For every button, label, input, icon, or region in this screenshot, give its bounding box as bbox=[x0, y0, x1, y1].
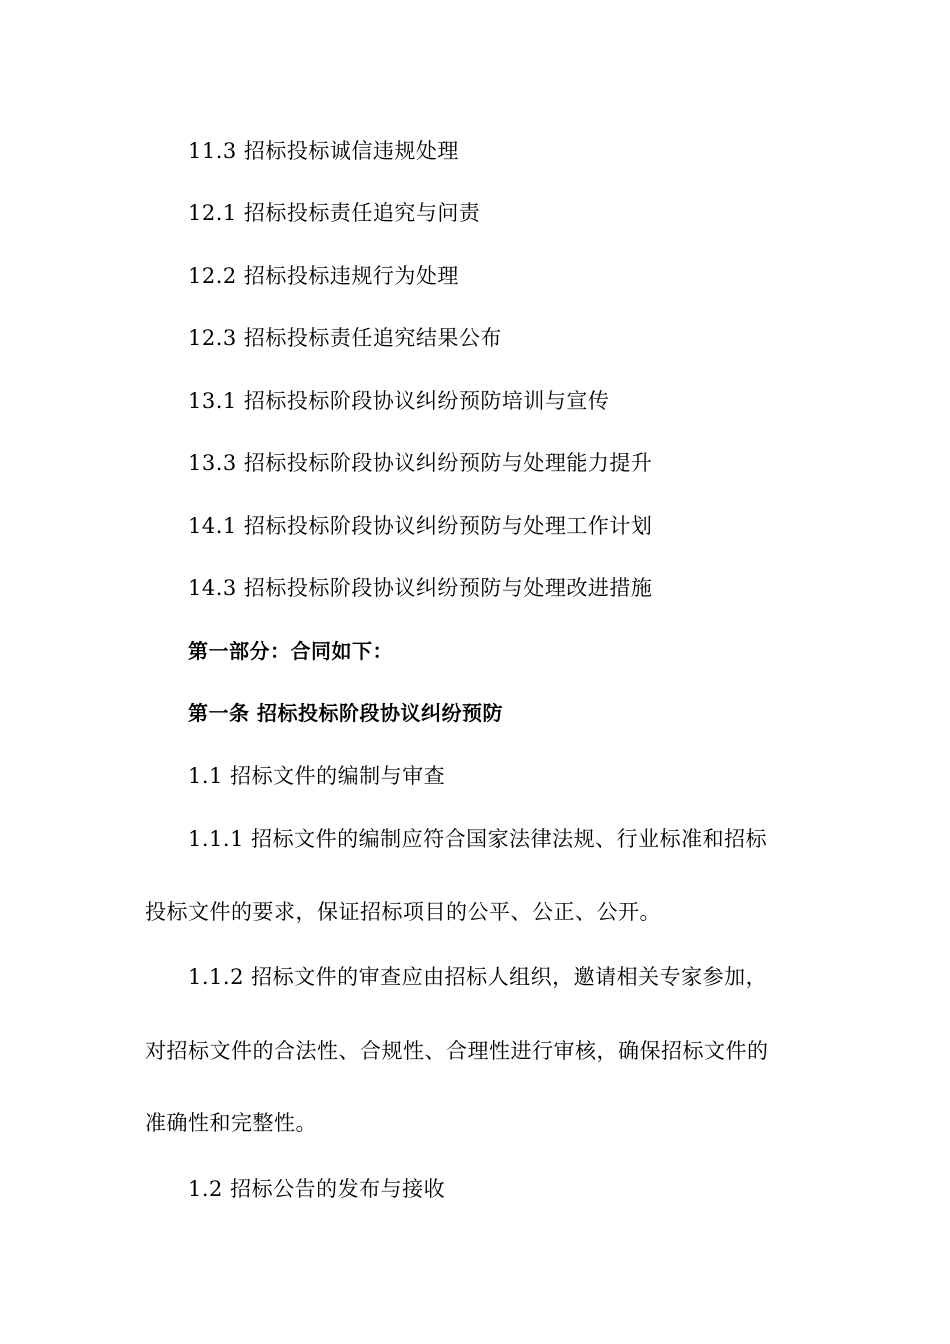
toc-item: 11.3 招标投标诚信违规处理 bbox=[188, 139, 459, 163]
toc-item: 12.1 招标投标责任追究与问责 bbox=[188, 201, 481, 225]
toc-item: 14.3 招标投标阶段协议纠纷预防与处理改进措施 bbox=[188, 576, 653, 600]
article-heading: 第一条 招标投标阶段协议纠纷预防 bbox=[188, 701, 503, 725]
section-heading: 1.2 招标公告的发布与接收 bbox=[188, 1177, 446, 1201]
section-heading: 1.1 招标文件的编制与审查 bbox=[188, 764, 446, 788]
toc-item: 12.3 招标投标责任追究结果公布 bbox=[188, 326, 502, 350]
clause-text: 投标文件的要求，保证招标项目的公平、公正、公开。 bbox=[145, 900, 661, 924]
clause-text: 1.1.1 招标文件的编制应符合国家法律法规、行业标准和招标 bbox=[188, 827, 768, 851]
toc-item: 14.1 招标投标阶段协议纠纷预防与处理工作计划 bbox=[188, 514, 653, 538]
toc-item: 12.2 招标投标违规行为处理 bbox=[188, 264, 459, 288]
part-heading: 第一部分：合同如下： bbox=[188, 639, 393, 663]
clause-text: 对招标文件的合法性、合规性、合理性进行审核，确保招标文件的 bbox=[145, 1039, 769, 1063]
toc-item: 13.3 招标投标阶段协议纠纷预防与处理能力提升 bbox=[188, 451, 653, 475]
toc-item: 13.1 招标投标阶段协议纠纷预防培训与宣传 bbox=[188, 389, 610, 413]
clause-text: 1.1.2 招标文件的审查应由招标人组织，邀请相关专家参加， bbox=[188, 965, 768, 989]
clause-text: 准确性和完整性。 bbox=[145, 1111, 317, 1135]
